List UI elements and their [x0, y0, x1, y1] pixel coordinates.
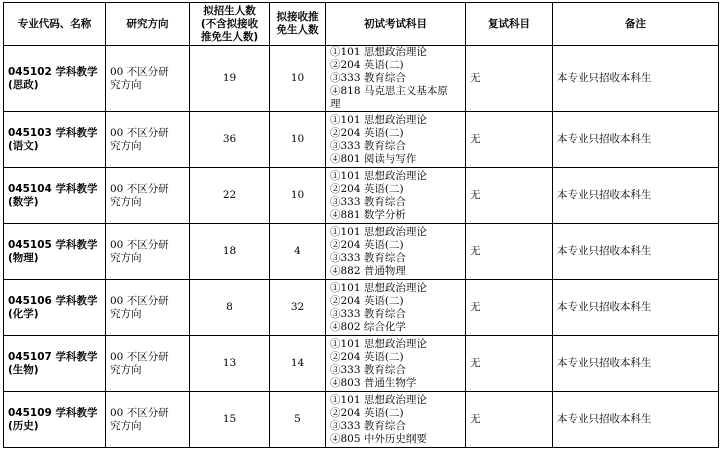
planned-enrollment: 8 [190, 280, 270, 336]
program-code-name: 045103 学科教学 (语文) [4, 112, 106, 168]
header-planned-enrollment: 拟招生人数 (不含拟接收 推免生人数) [190, 3, 270, 46]
initial-exam-subjects [326, 336, 466, 392]
exam-subject: ③333 教育综合 [330, 195, 406, 208]
exam-subject: ②204 英语(二) [330, 406, 404, 419]
program-note: 本专业只招收本科生 [553, 224, 719, 280]
retest-subjects: 无 [466, 392, 553, 448]
exam-subject: ①101 思想政治理论 [330, 46, 427, 58]
program-note: 本专业只招收本科生 [553, 280, 719, 336]
exam-subject: ③333 教育综合 [330, 139, 406, 152]
header-retest: 复试科目 [466, 3, 553, 46]
research-direction: 00 不区分研 究方向 [106, 392, 190, 448]
research-direction: 00 不区分研 究方向 [106, 336, 190, 392]
exam-subject: ②204 英语(二) [330, 238, 404, 251]
table-body [4, 46, 719, 448]
exam-subject: ④803 普通生物学 [330, 376, 417, 389]
program-code-name: 045106 学科教学 (化学) [4, 280, 106, 336]
header-notes: 备注 [553, 3, 719, 46]
program-note: 本专业只招收本科生 [553, 46, 719, 112]
exam-subject: ④882 普通物理 [330, 264, 406, 277]
exam-subject: ③333 教育综合 [330, 363, 406, 376]
initial-exam-subjects [326, 112, 466, 168]
table-row [4, 336, 719, 392]
exam-subject: ①101 思想政治理论 [330, 337, 427, 350]
header-initial-exam: 初试考试科目 [326, 3, 466, 46]
initial-exam-subjects [326, 392, 466, 448]
header-row [4, 3, 719, 46]
program-code-name: 045105 学科教学 (物理) [4, 224, 106, 280]
exam-subject: ②204 英语(二) [330, 294, 404, 307]
exempt-students: 10 [270, 112, 326, 168]
exam-subject: ①101 思想政治理论 [330, 281, 427, 294]
header-code-name: 专业代码、名称 [4, 3, 106, 46]
retest-subjects: 无 [466, 336, 553, 392]
research-direction: 00 不区分研 究方向 [106, 280, 190, 336]
program-note: 本专业只招收本科生 [553, 336, 719, 392]
table-row [4, 46, 719, 112]
exempt-students: 32 [270, 280, 326, 336]
retest-subjects: 无 [466, 46, 553, 112]
exam-subject: ③333 教育综合 [330, 72, 406, 84]
exam-subject: ②204 英语(二) [330, 59, 404, 71]
initial-exam-subjects [326, 280, 466, 336]
exam-subject: ②204 英语(二) [330, 350, 404, 363]
initial-exam-subjects [326, 46, 466, 112]
exempt-students: 10 [270, 46, 326, 112]
planned-enrollment: 36 [190, 112, 270, 168]
retest-subjects: 无 [466, 224, 553, 280]
program-note: 本专业只招收本科生 [553, 168, 719, 224]
program-code-name: 045102 学科教学 (思政) [4, 46, 106, 112]
exam-subject: ④818 马克思主义基本原 [330, 85, 448, 97]
exam-subject: ①101 思想政治理论 [330, 169, 427, 182]
header-direction: 研究方向 [106, 3, 190, 46]
table-row [4, 392, 719, 448]
table-row [4, 112, 719, 168]
exam-subject: ④802 综合化学 [330, 320, 406, 333]
retest-subjects: 无 [466, 168, 553, 224]
exam-subject: ②204 英语(二) [330, 182, 404, 195]
retest-subjects: 无 [466, 280, 553, 336]
exempt-students: 10 [270, 168, 326, 224]
exam-subject: ①101 思想政治理论 [330, 225, 427, 238]
program-code-name: 045109 学科教学 (历史) [4, 392, 106, 448]
planned-enrollment: 18 [190, 224, 270, 280]
planned-enrollment: 13 [190, 336, 270, 392]
table-row [4, 280, 719, 336]
exam-subject: ②204 英语(二) [330, 126, 404, 139]
initial-exam-subjects [326, 168, 466, 224]
planned-enrollment: 15 [190, 392, 270, 448]
research-direction: 00 不区分研 究方向 [106, 168, 190, 224]
program-note: 本专业只招收本科生 [553, 112, 719, 168]
planned-enrollment: 19 [190, 46, 270, 112]
research-direction: 00 不区分研 究方向 [106, 224, 190, 280]
exempt-students: 4 [270, 224, 326, 280]
header-exempt-students: 拟接收推 免生人数 [270, 3, 326, 46]
program-note: 本专业只招收本科生 [553, 392, 719, 448]
retest-subjects: 无 [466, 112, 553, 168]
exam-subject: ③333 教育综合 [330, 307, 406, 320]
program-code-name: 045104 学科教学 (数学) [4, 168, 106, 224]
exempt-students: 14 [270, 336, 326, 392]
planned-enrollment: 22 [190, 168, 270, 224]
exam-subject: 理 [330, 98, 341, 110]
exam-subject: ①101 思想政治理论 [330, 113, 427, 126]
exam-subject: ④881 数学分析 [330, 208, 406, 221]
initial-exam-subjects [326, 224, 466, 280]
admissions-table [3, 2, 719, 448]
exam-subject: ①101 思想政治理论 [330, 393, 427, 406]
program-code-name: 045107 学科教学 (生物) [4, 336, 106, 392]
research-direction: 00 不区分研 究方向 [106, 112, 190, 168]
exam-subject: ③333 教育综合 [330, 251, 406, 264]
exam-subject: ④801 阅读与写作 [330, 152, 417, 165]
research-direction: 00 不区分研 究方向 [106, 46, 190, 112]
exam-subject: ④805 中外历史纲要 [330, 432, 427, 445]
table-row [4, 168, 719, 224]
exam-subject: ③333 教育综合 [330, 419, 406, 432]
exempt-students: 5 [270, 392, 326, 448]
table-row [4, 224, 719, 280]
